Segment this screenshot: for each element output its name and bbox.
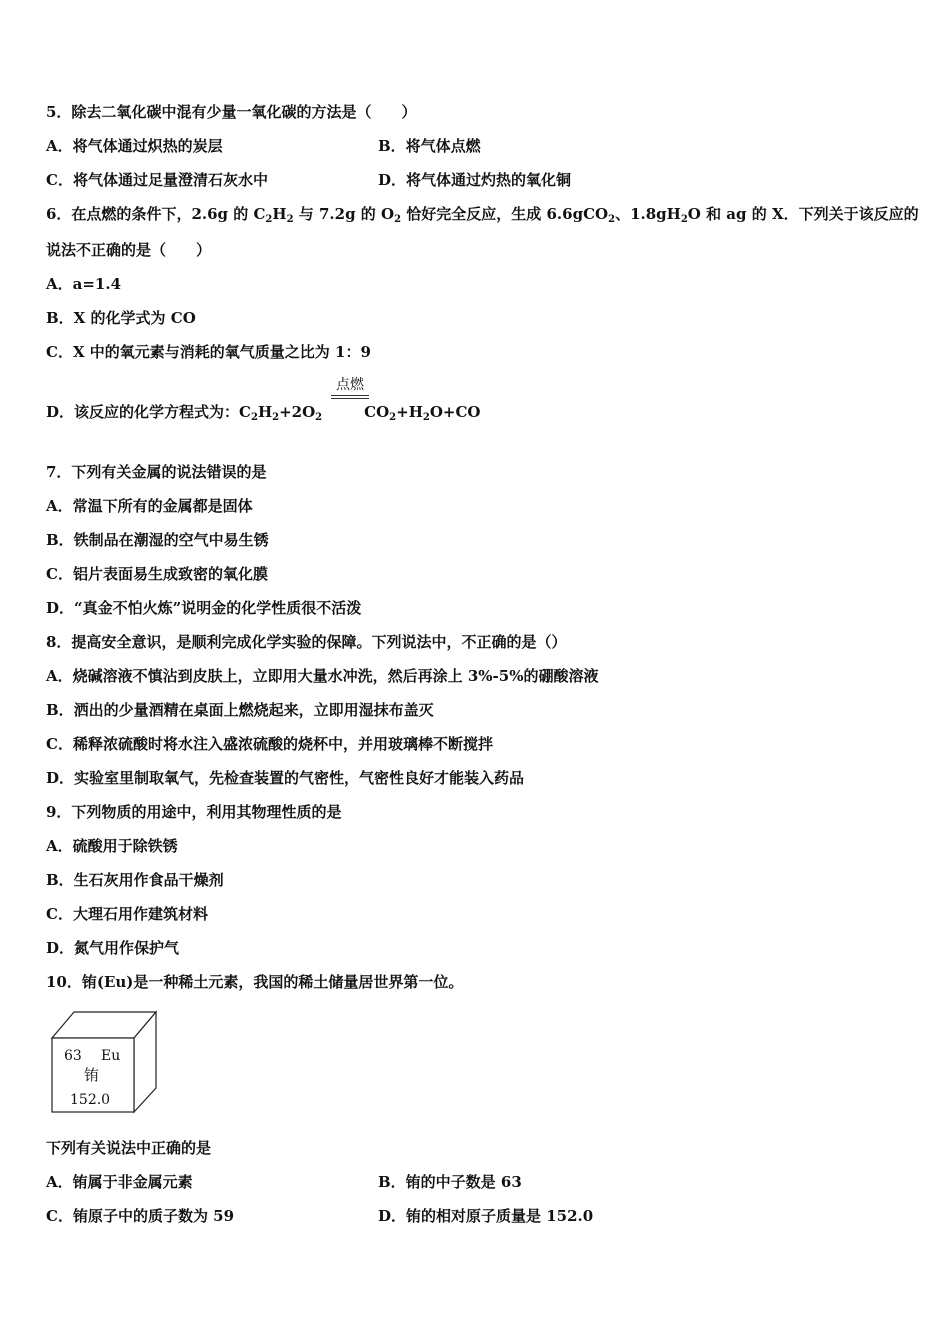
q5-option-b: B．将气体点燃 — [378, 137, 481, 155]
reaction-condition — [331, 376, 369, 399]
q6-stem-line2: 说法不正确的是（ ） — [46, 241, 212, 259]
atomic-number: 63 — [64, 1048, 82, 1064]
q6-option-b: B．X 的化学式为 CO — [46, 309, 196, 327]
q8-option-c: C．稀释浓硫酸时将水注入盛浓硫酸的烧杯中，并用玻璃棒不断搅拌 — [46, 735, 493, 753]
q9-option-c: C．大理石用作建筑材料 — [46, 905, 208, 923]
q6-option-a: A．a=1.4 — [46, 275, 122, 293]
equal-sign — [331, 395, 369, 399]
q10-stem: 10．铕(Eu)是一种稀土元素，我国的稀土储量居世界第一位。 — [46, 973, 464, 991]
element-name: 铕 — [84, 1066, 100, 1084]
q7-option-b: B．铁制品在潮湿的空气中易生锈 — [46, 531, 269, 549]
q5-stem: 5．除去二氧化碳中混有少量一氧化碳的方法是（ ） — [46, 103, 417, 121]
q5-option-c: C．将气体通过足量澄清石灰水中 — [46, 171, 268, 189]
q6-option-c: C．X 中的氧元素与消耗的氧气质量之比为 1：9 — [46, 343, 371, 361]
atomic-mass: 152.0 — [70, 1092, 111, 1108]
q6-stem-prefix: 6．在点燃的条件下，2.6g 的 C — [46, 205, 266, 223]
q7-option-c: C．铝片表面易生成致密的氧化膜 — [46, 565, 268, 583]
q10-option-d: D．铕的相对原子质量是 152.0 — [378, 1207, 594, 1225]
q7-option-a: A．常温下所有的金属都是固体 — [46, 497, 253, 515]
q6-stem-line1: 6．在点燃的条件下，2.6g 的 $C_2H_2$ 与 7.2g 的 $O_2$ 恰好完全反应，生成 6.6gCO$_2$、$1.8gH_2O$ 和 ag 的 X．下列关于该反应的 — [46, 205, 919, 225]
q10-option-b: B．铕的中子数是 63 — [378, 1173, 522, 1191]
q7-stem: 7．下列有关金属的说法错误的是 — [46, 463, 267, 481]
element-tile-europium — [46, 1008, 158, 1116]
q9-option-d: D．氮气用作保护气 — [46, 939, 180, 957]
q6-option-d-prefix: D．该反应的化学方程式为： — [46, 403, 240, 421]
q9-option-b: B．生石灰用作食品干燥剂 — [46, 871, 224, 889]
q10-option-c: C．铕原子中的质子数为 59 — [46, 1207, 235, 1225]
q5-option-a: A．将气体通过炽热的炭层 — [46, 137, 223, 155]
q9-stem: 9．下列物质的用途中，利用其物理性质的是 — [46, 803, 342, 821]
q8-option-b: B．洒出的少量酒精在桌面上燃烧起来，立即用湿抹布盖灭 — [46, 701, 434, 719]
q9-option-a: A．硫酸用于除铁锈 — [46, 837, 178, 855]
q6-option-d: D．该反应的化学方程式为：$C_2H_2+2O_2$ $CO_2+H_2O+CO$ — [46, 403, 481, 423]
q8-option-d: D．实验室里制取氧气，先检查装置的气密性，气密性良好才能装入药品 — [46, 769, 525, 787]
q8-option-a: A．烧碱溶液不慎沾到皮肤上，立即用大量水冲洗，然后再涂上 3%-5%的硼酸溶液 — [46, 667, 599, 685]
q8-stem: 8．提高安全意识，是顺利完成化学实验的保障。下列说法中，不正确的是（） — [46, 633, 567, 651]
q5-option-d: D．将气体通过灼热的氧化铜 — [378, 171, 572, 189]
element-symbol: Eu — [101, 1048, 121, 1064]
q7-option-d: D．“真金不怕火炼”说明金的化学性质很不活泼 — [46, 599, 362, 617]
q10-prompt: 下列有关说法中正确的是 — [46, 1139, 212, 1157]
reaction-condition-label: 点燃 — [336, 377, 364, 393]
q10-option-a: A．铕属于非金属元素 — [46, 1173, 193, 1191]
